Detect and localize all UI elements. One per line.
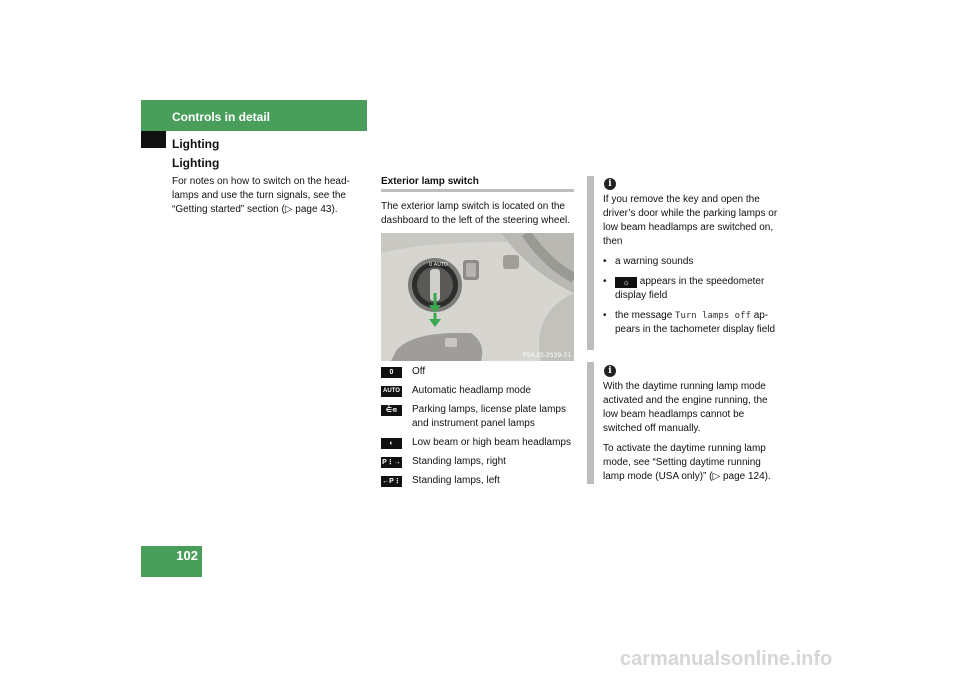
intro-paragraph: For notes on how to switch on the head-lamps and use the turn signals, see the “Getting started” section (▷ page 43). [172,176,350,215]
legend-label: Off [412,366,426,377]
photo-code: P54.25-2539-31 [523,352,572,359]
page-number: 102 [141,546,202,577]
note-1-bullets [603,255,781,337]
note-2-para-1: With the daytime running lamp mode activated and the engine running, the low beam headlamps cannot be switched off manually. [603,381,768,434]
section-tab-marker [141,131,166,148]
legend-item-off [381,365,576,379]
svg-text:0 AUTO: 0 AUTO [429,262,448,268]
section-header-title: Controls in detail [172,110,271,124]
note-1-intro: If you remove the key and open the driver’s door while the parking lamps or low beam headlamps are switched on, then [603,194,778,247]
legend-item-parking [381,403,576,431]
legend-item-standing-right [381,455,576,469]
exterior-lamp-switch-description: The exterior lamp switch is located on the dashboard to the left of the steering wheel. [381,201,571,226]
note-2-side-bar [587,362,594,484]
legend-item-standing-left [381,474,576,488]
switch-position-legend [381,365,576,488]
info-icon: i [604,365,616,377]
legend-label: Low beam or high beam headlamps [412,437,571,448]
lamp-switch-photo [381,233,574,361]
watermark: carmanualsonline.info [620,648,833,670]
note-1 [603,193,781,343]
note-2 [603,380,781,484]
note-1-side-bar [587,176,594,350]
lamp-warning-icon: ☼ [615,277,637,288]
title-underline [381,189,574,192]
legend-item-auto [381,384,576,398]
legend-label: Automatic headlamp mode [412,385,531,396]
off-symbol-icon: 0 [381,367,402,378]
lamp-switch-illustration [381,233,574,361]
info-icon: i [604,178,616,190]
subsection-title: Lighting [172,137,220,151]
standing-right-symbol-icon: P⋮→ [382,459,401,466]
list-item: • the message Turn lamps off ap-pears in the tachometer display field [603,309,781,337]
message-code: Turn lamps off [675,311,751,321]
exterior-lamp-switch-title: Exterior lamp switch [381,176,479,187]
auto-symbol-icon: AUTO [381,386,402,397]
legend-item-low-beam [381,436,576,450]
list-item: • a warning sounds [603,255,781,269]
legend-label: Parking lamps, license plate lamps and instrument panel lamps [412,404,566,429]
list-item: • ☼ appears in the speedometer display field [603,275,781,303]
legend-label: Standing lamps, left [412,475,500,486]
low-beam-symbol-icon: ◐ [381,438,402,449]
standing-left-symbol-icon: ←P⋮ [382,478,401,485]
parking-lamps-symbol-icon: ⋵⋴ [381,405,402,416]
note-2-para-2: To activate the daytime running lamp mode, see “Setting daytime running lamp mode (USA only)” (▷ page 124). [603,443,771,482]
legend-label: Standing lamps, right [412,456,506,467]
page-heading: Lighting [172,156,220,170]
